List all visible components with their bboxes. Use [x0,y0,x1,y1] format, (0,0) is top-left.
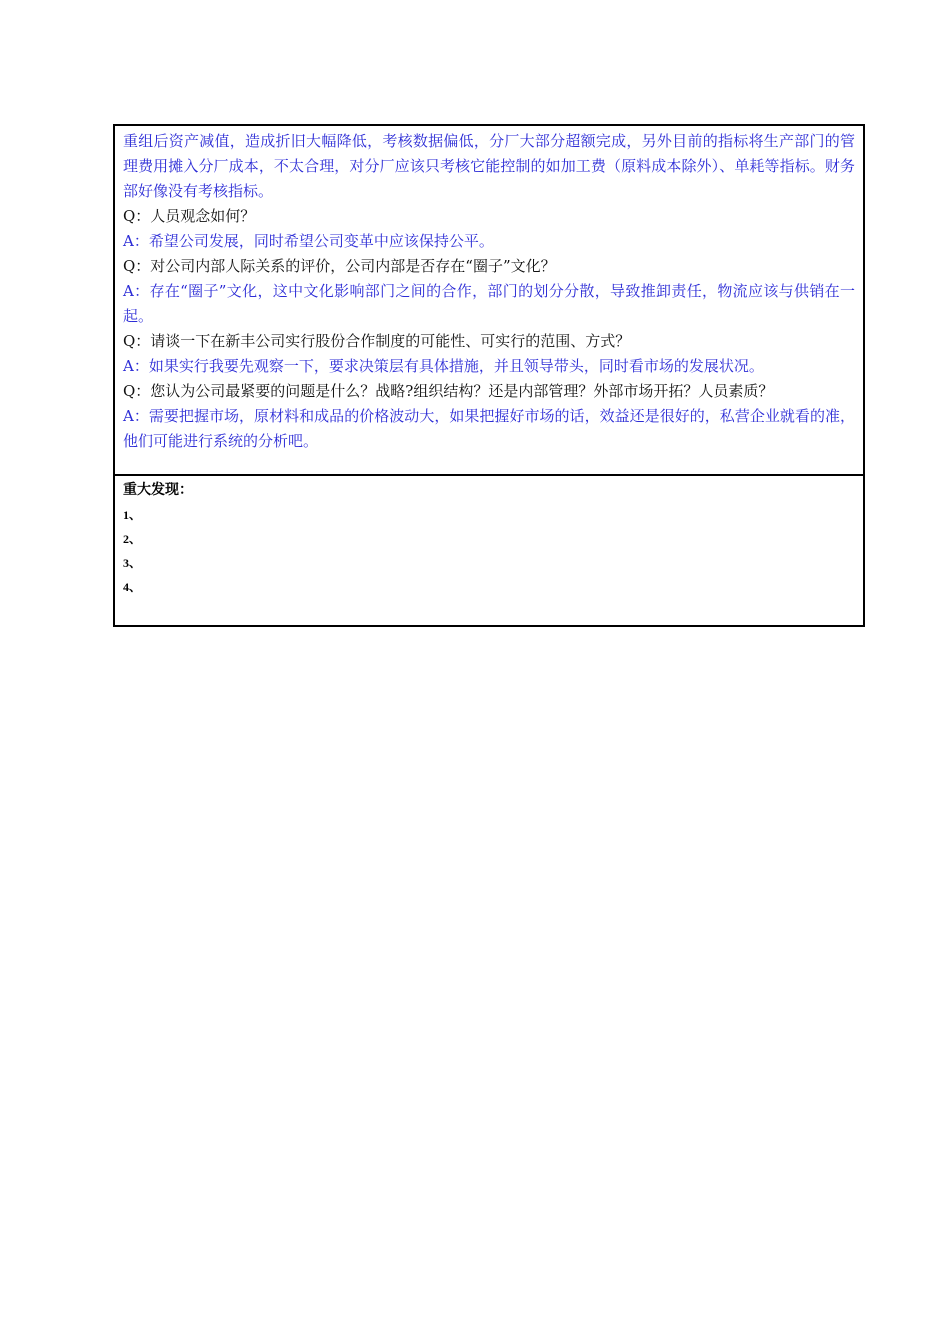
question-2: Q：对公司内部人际关系的评价，公司内部是否存在“圈子”文化？ [123,257,556,275]
findings-title: 重大发现： [123,483,193,498]
finding-item-4: 4、 [123,580,142,594]
qa-cell [115,126,863,476]
findings-cell [115,476,863,625]
finding-item-1: 1、 [123,508,142,522]
answer-3: A：如果实行我要先观察一下，要求决策层有具体措施，并且领导带头，同时看市场的发展状况。 [123,357,764,375]
question-1: Q：人员观念如何？ [123,207,256,225]
interview-record-table [113,124,865,627]
question-3: Q：请谈一下在新丰公司实行股份合作制度的可能性、可实行的范围、方式？ [123,332,631,350]
finding-item-2: 2、 [123,532,142,546]
answer-1: A：希望公司发展，同时希望公司变革中应该保持公平。 [123,232,494,250]
finding-item-3: 3、 [123,556,142,570]
question-4: Q：您认为公司最紧要的问题是什么？战略?组织结构？还是内部管理？外部市场开拓？人员素质？ [123,382,774,400]
answer-2: A：存在“圈子”文化，这中文化影响部门之间的合作，部门的划分分散，导致推卸责任，物流应该与供销在一起。 [123,282,855,325]
intro-answer: 重组后资产减值，造成折旧大幅降低，考核数据偏低，分厂大部分超额完成，另外目前的指标将生产部门的管理费用摊入分厂成本，不太合理，对分厂应该只考核它能控制的如加工费（原料成本除外）、单耗等指标。财务部好像没有考核指标。 [123,132,855,200]
answer-4: A：需要把握市场，原材料和成品的价格波动大，如果把握好市场的话，效益还是很好的，私营企业就看的准，他们可能进行系统的分析吧。 [123,407,855,450]
